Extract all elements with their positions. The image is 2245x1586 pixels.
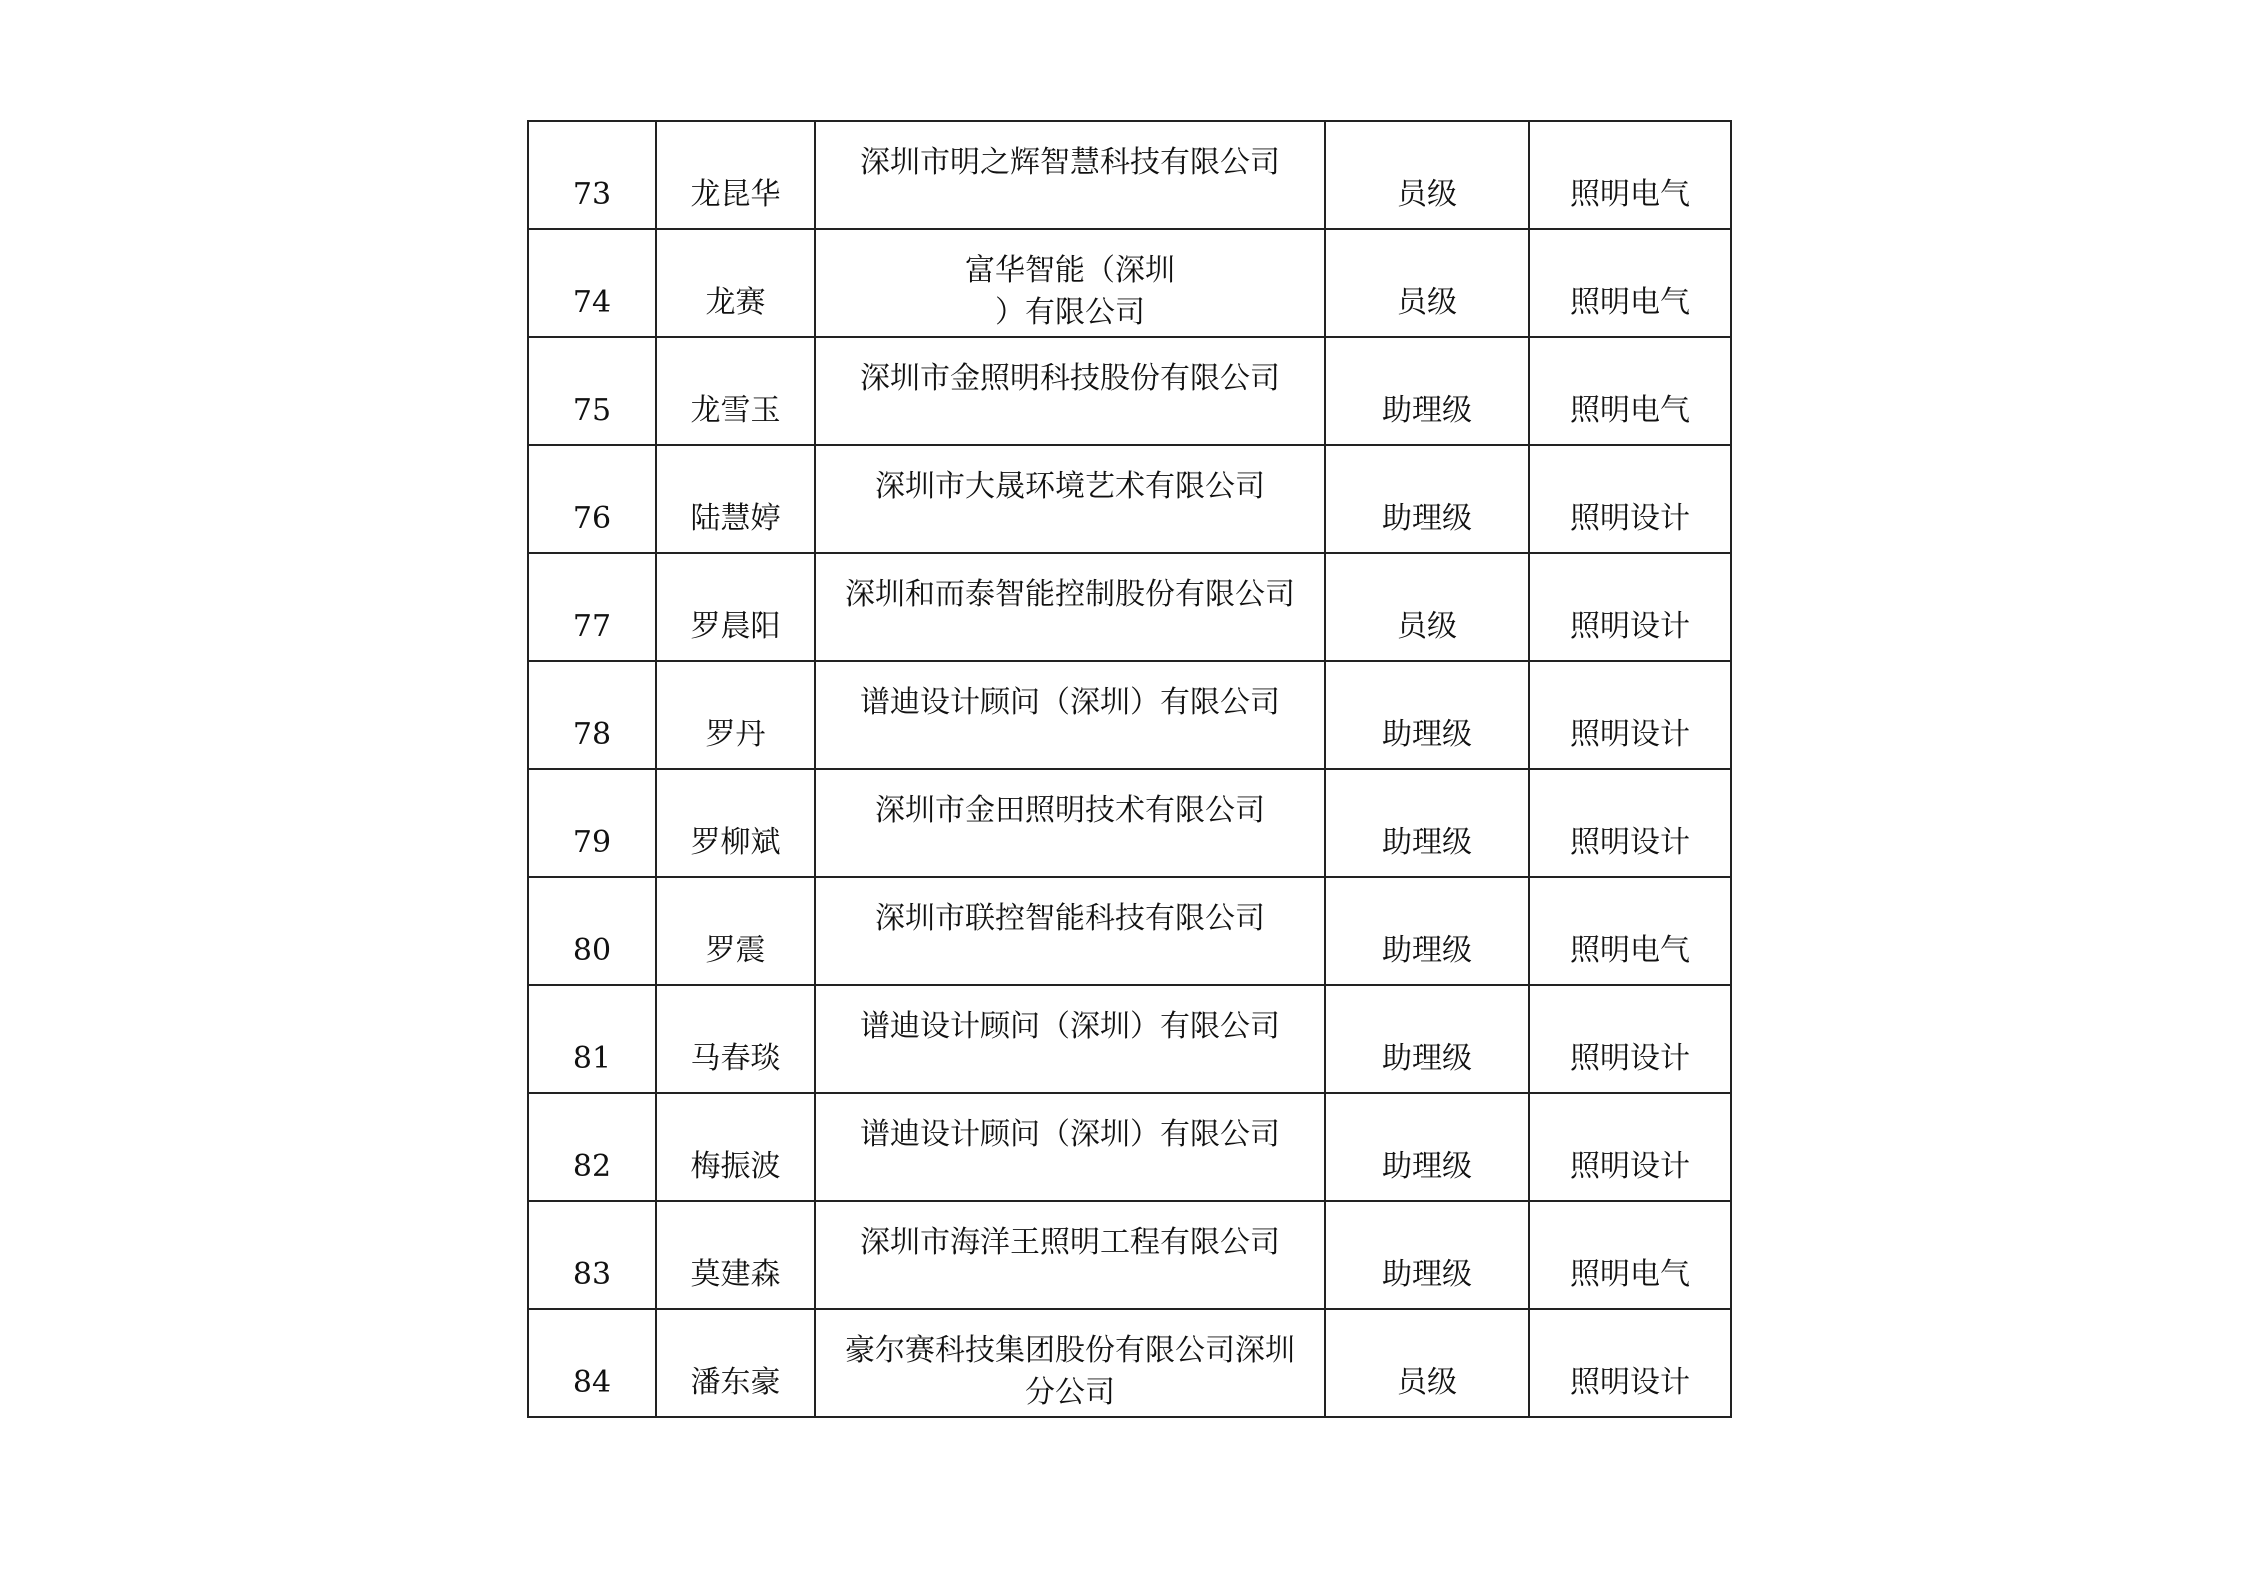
major-cell: 照明设计	[1529, 553, 1731, 661]
company-cell	[815, 337, 1325, 445]
company-cell	[815, 1093, 1325, 1201]
table-row	[528, 229, 1731, 337]
table-row	[528, 553, 1731, 661]
major-cell: 照明设计	[1529, 1093, 1731, 1201]
company-line: 谱迪设计顾问（深圳）有限公司	[860, 685, 1280, 720]
table-row	[528, 1093, 1731, 1201]
company-line: 深圳市海洋王照明工程有限公司	[860, 1225, 1280, 1260]
person-name-cell: 罗震	[656, 877, 815, 985]
person-name-cell: 莫建森	[656, 1201, 815, 1309]
table-row	[528, 1201, 1731, 1309]
major-cell: 照明电气	[1529, 121, 1731, 229]
company-line: ）有限公司	[995, 295, 1145, 330]
person-name-cell: 罗柳斌	[656, 769, 815, 877]
company-line: 谱迪设计顾问（深圳）有限公司	[860, 1117, 1280, 1152]
row-number-cell: 82	[528, 1093, 656, 1201]
level-cell: 助理级	[1325, 445, 1529, 553]
row-number-cell: 75	[528, 337, 656, 445]
roster-table-body	[528, 121, 1731, 1417]
person-name-cell: 陆慧婷	[656, 445, 815, 553]
row-number-cell: 76	[528, 445, 656, 553]
row-number-cell: 80	[528, 877, 656, 985]
level-cell: 员级	[1325, 553, 1529, 661]
table-row	[528, 985, 1731, 1093]
company-line: 深圳市大晟环境艺术有限公司	[875, 469, 1265, 504]
company-line: 分公司	[1025, 1375, 1115, 1410]
company-line: 谱迪设计顾问（深圳）有限公司	[860, 1009, 1280, 1044]
person-name-cell: 龙雪玉	[656, 337, 815, 445]
person-name-cell: 龙赛	[656, 229, 815, 337]
person-name-cell: 梅振波	[656, 1093, 815, 1201]
level-cell: 员级	[1325, 1309, 1529, 1417]
company-line: 深圳市明之辉智慧科技有限公司	[860, 145, 1280, 180]
level-cell: 助理级	[1325, 661, 1529, 769]
row-number-cell: 77	[528, 553, 656, 661]
person-name-cell: 罗丹	[656, 661, 815, 769]
level-cell: 员级	[1325, 229, 1529, 337]
company-cell	[815, 553, 1325, 661]
level-cell: 助理级	[1325, 877, 1529, 985]
row-number-cell: 74	[528, 229, 656, 337]
person-name-cell: 潘东豪	[656, 1309, 815, 1417]
level-cell: 助理级	[1325, 1201, 1529, 1309]
company-cell	[815, 1309, 1325, 1417]
table-row	[528, 337, 1731, 445]
row-number-cell: 81	[528, 985, 656, 1093]
table-row	[528, 877, 1731, 985]
level-cell: 助理级	[1325, 1093, 1529, 1201]
row-number-cell: 78	[528, 661, 656, 769]
major-cell: 照明电气	[1529, 229, 1731, 337]
company-line: 深圳市金照明科技股份有限公司	[860, 361, 1280, 396]
company-cell	[815, 877, 1325, 985]
row-number-cell: 73	[528, 121, 656, 229]
level-cell: 助理级	[1325, 769, 1529, 877]
table-row	[528, 1309, 1731, 1417]
major-cell: 照明设计	[1529, 661, 1731, 769]
person-name-cell: 马春琰	[656, 985, 815, 1093]
table-row	[528, 121, 1731, 229]
level-cell: 员级	[1325, 121, 1529, 229]
company-line: 深圳市联控智能科技有限公司	[875, 901, 1265, 936]
company-line: 豪尔赛科技集团股份有限公司深圳	[845, 1333, 1295, 1368]
company-cell	[815, 445, 1325, 553]
row-number-cell: 84	[528, 1309, 656, 1417]
person-name-cell: 龙昆华	[656, 121, 815, 229]
row-number-cell: 79	[528, 769, 656, 877]
table-row	[528, 769, 1731, 877]
major-cell: 照明电气	[1529, 877, 1731, 985]
company-cell	[815, 769, 1325, 877]
table-row	[528, 445, 1731, 553]
company-cell	[815, 121, 1325, 229]
level-cell: 助理级	[1325, 985, 1529, 1093]
table-row	[528, 661, 1731, 769]
company-line: 深圳和而泰智能控制股份有限公司	[845, 577, 1295, 612]
company-cell	[815, 1201, 1325, 1309]
person-name-cell: 罗晨阳	[656, 553, 815, 661]
company-cell	[815, 229, 1325, 337]
company-line: 深圳市金田照明技术有限公司	[875, 793, 1265, 828]
level-cell: 助理级	[1325, 337, 1529, 445]
major-cell: 照明设计	[1529, 1309, 1731, 1417]
company-cell	[815, 661, 1325, 769]
company-cell	[815, 985, 1325, 1093]
major-cell: 照明电气	[1529, 1201, 1731, 1309]
major-cell: 照明设计	[1529, 985, 1731, 1093]
roster-table	[527, 120, 1732, 1418]
company-line: 富华智能（深圳	[965, 253, 1175, 288]
major-cell: 照明设计	[1529, 445, 1731, 553]
major-cell: 照明电气	[1529, 337, 1731, 445]
major-cell: 照明设计	[1529, 769, 1731, 877]
row-number-cell: 83	[528, 1201, 656, 1309]
